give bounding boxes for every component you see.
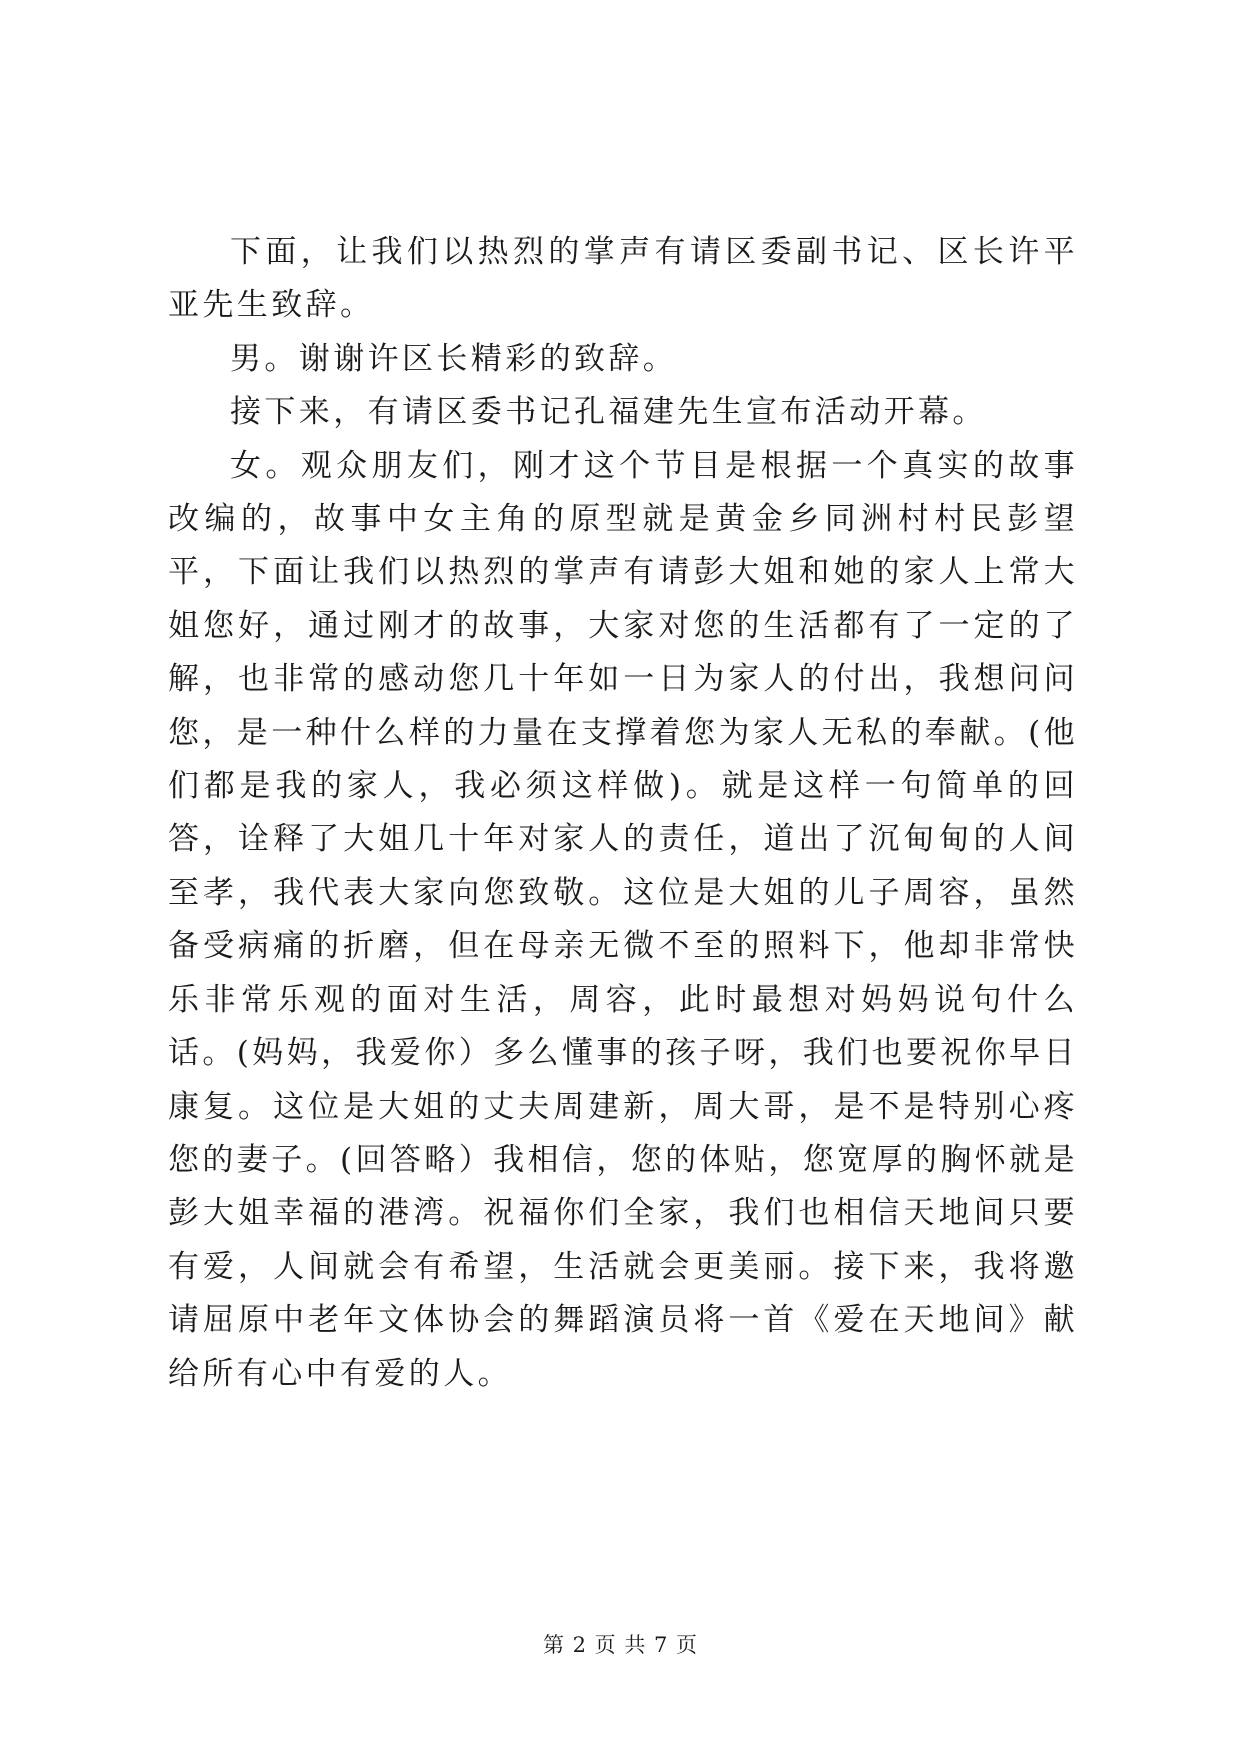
paragraph-female-host-story: 女。观众朋友们，刚才这个节目是根据一个真实的故事改编的，故事中女主角的原型就是黄金乡同洲村村民彭望平，下面让我们以热烈的掌声有请彭大姐和她的家人上常大姐您好，通过刚才的故事，大家对您的生活都有了一定的了解，也非常的感动您几十年如一日为家人的付出，我想问问您，是一种什么样的力量在支撑着您为家人无私的奉献。(他们都是我的家人，我必须这样做)。就是这样一句简单的回答，诠释了大姐几十年对家人的责任，道出了沉甸甸的人间至孝，我代表大家向您致敬。这位是大姐的儿子周容，虽然备受病痛的折磨，但在母亲无微不至的照料下，他却非常快乐非常乐观的面对生活，周容，此时最想对妈妈说句什么话。(妈妈，我爱你）多么懂事的孩子呀，我们也要祝你早日康复。这位是大姐的丈夫周建新，周大哥，是不是特别心疼您的妻子。(回答略）我相信，您的体贴，您宽厚的胸怀就是彭大姐幸福的港湾。祝福你们全家，我们也相信天地间只要有爱，人间就会有希望，生活就会更美丽。接下来，我将邀请屈原中老年文体协会的舞蹈演员将一首《爱在天地间》献给所有心中有爱的人。 — [168, 447, 1078, 1392]
paragraph-opening-announcement: 接下来，有请区委书记孔福建先生宣布活动开幕。 — [230, 394, 987, 431]
page-number-footer: 第 2 页 共 7 页 — [542, 1633, 699, 1657]
paragraph-introduce-district-head: 下面，让我们以热烈的掌声有请区委副书记、区长许平亚先生致辞。 — [168, 234, 1078, 324]
document-body — [168, 226, 1078, 1401]
paragraph-male-host-thanks: 男。谢谢许区长精彩的致辞。 — [230, 340, 678, 377]
